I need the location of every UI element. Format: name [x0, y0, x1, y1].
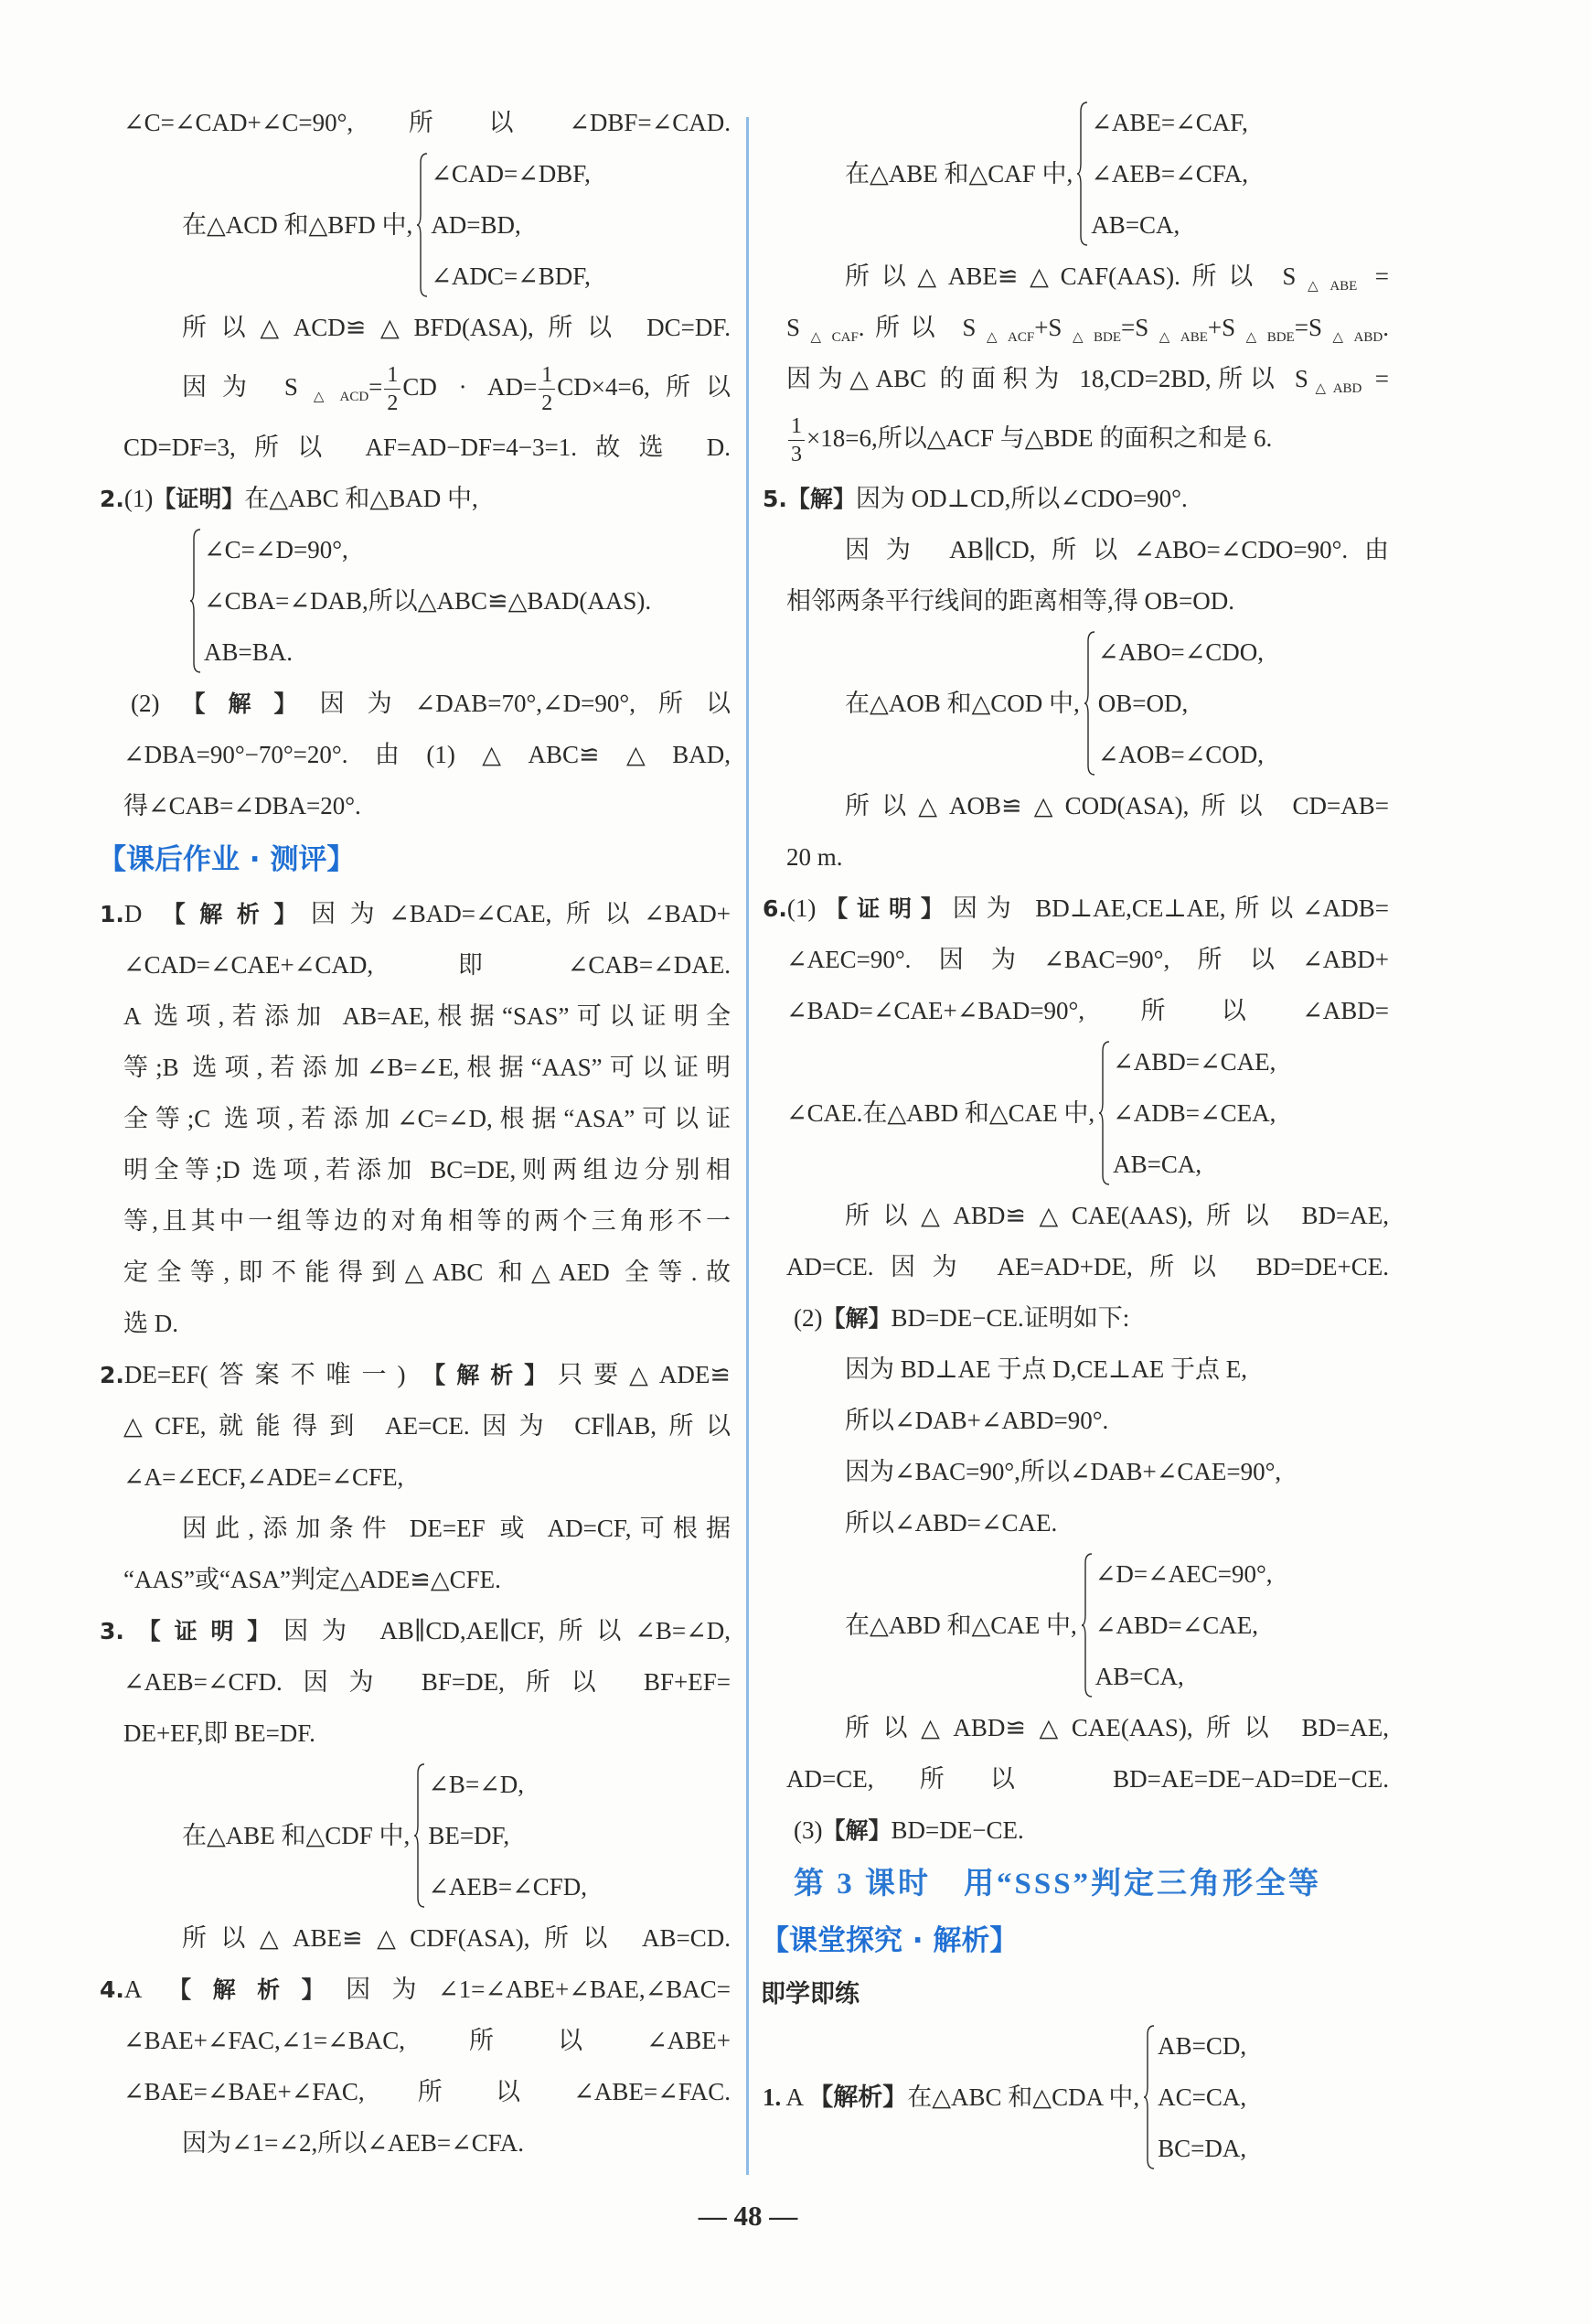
text-run: ∠BAD=∠CAE+∠BAD=90°,所以∠ABD= — [786, 997, 1389, 1024]
text-line — [123, 1298, 731, 1349]
text-run: 所以∠DAB+∠ABD=90°. — [845, 1407, 1109, 1434]
bold-label: 6. — [763, 895, 787, 922]
text-line — [123, 1195, 731, 1247]
text-run: AD=CE.因为 AE=AD+DE,所以 BD=DE+CE. — [786, 1253, 1389, 1280]
system-rows — [428, 1759, 587, 1912]
numerator: 1 — [788, 412, 805, 441]
denominator: 2 — [387, 391, 399, 416]
text-run: S — [786, 314, 801, 341]
fraction — [384, 361, 400, 417]
text-run: 所以△ABD≌△CAE(AAS),所以 BD=AE, — [845, 1202, 1389, 1229]
text-run: 选 D. — [123, 1310, 178, 1337]
system-row: AB=CA, — [1091, 211, 1180, 239]
text-run: = — [368, 373, 383, 401]
bold-label: 【解】 — [786, 486, 856, 512]
system-row: ∠ABD=∠CAE, — [1094, 1612, 1259, 1639]
text-line — [786, 780, 1389, 831]
equation-system — [123, 148, 731, 302]
text-run: 所以△AOB≌△COD(ASA),所以 CD=AB= — [845, 792, 1389, 819]
text-line — [786, 1395, 1389, 1446]
left-brace-icon — [189, 528, 202, 674]
system-row: ∠ABO=∠CDO, — [1097, 638, 1265, 666]
text-run: A — [123, 1976, 169, 2003]
system-row: AB=CA, — [1094, 1663, 1184, 1690]
text-run: = — [1357, 262, 1389, 290]
left-brace-icon — [416, 152, 429, 298]
text-run: 得∠CAB=∠DBA=20°. — [123, 792, 361, 819]
system-row: AB=CA, — [1113, 1151, 1202, 1178]
text-line — [123, 1503, 731, 1554]
system-lead — [182, 1810, 410, 1861]
text-run: 即学即练 — [761, 1980, 860, 2008]
text-run: +S — [1207, 314, 1236, 341]
text-line — [123, 678, 731, 729]
bold-label: 【证明】 — [123, 1618, 284, 1644]
section-heading — [98, 831, 731, 888]
left-brace-icon — [1143, 2024, 1156, 2170]
subscript: △CAF — [800, 330, 859, 345]
system-row: AC=CA, — [1158, 2083, 1247, 2111]
system-row: ∠ABD=∠CAE, — [1113, 1048, 1276, 1076]
text-run: D — [123, 900, 163, 927]
system-rows — [1098, 627, 1264, 780]
text-run: ∠AEB=∠CFD.因为 BF=DE,所以 BF+EF= — [123, 1668, 731, 1696]
system-rows — [431, 148, 591, 302]
bold-label: 【证明】 — [816, 895, 953, 922]
lesson-title — [786, 1856, 1389, 1912]
text-line — [786, 1292, 1389, 1344]
text-line — [123, 1708, 731, 1759]
text-run: 所以△ABD≌△CAE(AAS),所以 BD=AE, — [845, 1714, 1389, 1741]
left-brace-icon — [1084, 630, 1096, 776]
text-line — [763, 883, 1389, 934]
text-run: ∠BAE=∠BAE+∠FAC,所以∠ABE=∠FAC. — [123, 2078, 731, 2105]
subscript: △BDE — [1235, 330, 1295, 345]
text-line — [786, 1497, 1389, 1548]
text-line — [123, 1656, 731, 1708]
equation-system — [123, 1759, 731, 1912]
text-line — [123, 1554, 731, 1605]
left-brace-icon — [1076, 101, 1089, 247]
text-line — [786, 1344, 1389, 1395]
system-row: ∠C=∠D=90°, — [204, 536, 348, 563]
text-run: ∠CAE.在△ABD 和△CAE 中, — [786, 1099, 1095, 1127]
text-line — [786, 575, 1389, 627]
system-lead — [845, 1600, 1077, 1651]
page-number: — 48 — — [698, 2200, 798, 2232]
text-run: 等,且其中一组等边的对角相等的两个三角形不一 — [123, 1207, 731, 1235]
right-column — [761, 97, 1389, 2174]
bold-label: 1. — [100, 901, 124, 927]
text-run: =S — [1121, 314, 1149, 341]
text-line — [786, 985, 1389, 1036]
bold-label: 4. — [100, 1976, 124, 2003]
system-rows — [1158, 2020, 1246, 2174]
text-line — [786, 251, 1389, 302]
bold-label: 3. — [100, 1618, 124, 1644]
left-brace-icon — [413, 1762, 426, 1909]
subscript: △ACD — [297, 390, 369, 404]
text-line — [786, 934, 1389, 985]
text-run: DE+EF,即 BE=DF. — [123, 1719, 315, 1747]
text-line — [786, 302, 1389, 353]
text-line — [786, 1241, 1389, 1292]
system-lead — [182, 199, 412, 251]
text-run: 所以∠ABD=∠CAE. — [845, 1509, 1058, 1537]
bold-label: 2. — [100, 1362, 124, 1388]
text-run: “AAS”或“ASA”判定△ADE≌△CFE. — [123, 1566, 501, 1593]
text-run: △CFE,就能得到 AE=CE.因为 CF∥AB,所以 — [123, 1412, 731, 1440]
text-run: 因此,添加条件 DE=EF 或 AD=CF,可根据 — [182, 1515, 731, 1542]
text-line — [100, 1605, 731, 1656]
text-run: ∠A=∠ECF,∠ADE=∠CFE, — [123, 1463, 404, 1491]
equation-system — [786, 97, 1389, 251]
text-line — [786, 1805, 1389, 1856]
equation-system — [786, 627, 1389, 780]
text-line — [123, 2066, 731, 2117]
left-column — [98, 97, 731, 2169]
system-row: BE=DF, — [428, 1822, 510, 1849]
system-row: AB=BA. — [204, 638, 293, 666]
text-run: (1) — [123, 485, 154, 512]
text-run: 因为 BD⊥AE 于点 D,CE⊥AE 于点 E, — [845, 1355, 1248, 1383]
text-line — [123, 1400, 731, 1451]
text-line — [123, 97, 731, 148]
text-line — [123, 422, 731, 473]
text-run: 所以△ACD≌△BFD(ASA),所以 DC=DF. — [182, 314, 731, 341]
text-run: ∠C=∠CAD+∠C=90°,所以∠DBF=∠CAD. — [123, 109, 731, 136]
text-run: (2) — [131, 690, 160, 717]
text-run: A — [781, 2083, 809, 2111]
text-line — [123, 302, 731, 353]
text-run: ∠BAE+∠FAC,∠1=∠BAC,所以∠ABE+ — [123, 2027, 731, 2054]
text-line — [123, 353, 731, 422]
text-run: =S — [1294, 314, 1322, 341]
equation-system — [786, 1548, 1389, 1702]
text-run: 因为△ABC 的面积为 18,CD=2BD,所以 S — [786, 365, 1308, 392]
system-lead — [786, 1087, 1094, 1139]
text-line — [123, 2117, 731, 2169]
subscript: △ABE — [1296, 279, 1358, 294]
bold-label: 【解析】 — [162, 901, 312, 927]
text-run: 在△ACD 和△BFD 中, — [182, 211, 413, 239]
left-brace-icon — [1098, 1040, 1111, 1186]
text-line — [786, 1446, 1389, 1497]
text-run: ×18=6,所以△ACF 与△BDE 的面积之和是 6. — [806, 424, 1273, 452]
text-run: CD=DF=3,所以 AF=AD−DF=4−3=1.故选 D. — [123, 434, 731, 461]
bold-label: 【证明】 — [153, 486, 245, 512]
text-run: 因为 AB∥CD,所以∠ABO=∠CDO=90°.由 — [845, 536, 1389, 563]
text-line — [786, 524, 1389, 575]
system-lead — [845, 148, 1073, 199]
text-run: 【课堂探究 · 解析】 — [761, 1924, 1019, 1957]
system-row: ∠AEB=∠CFA, — [1091, 160, 1249, 187]
text-run: . — [1383, 314, 1389, 341]
text-run: BD=DE−CE.证明如下: — [891, 1304, 1130, 1332]
text-run: (1) — [786, 894, 817, 922]
numerator: 1 — [384, 361, 400, 390]
text-line — [786, 1753, 1389, 1805]
text-run: 因为 OD⊥CD,所以∠CDO=90°. — [855, 485, 1188, 512]
text-run: 20 m. — [786, 843, 843, 871]
equation-system — [123, 524, 731, 678]
subscript: △ABE — [1148, 330, 1208, 345]
text-run: 在△ABE 和△CDF 中, — [182, 1822, 411, 1849]
system-row: ∠ABE=∠CAF, — [1091, 109, 1248, 136]
denominator: 3 — [791, 443, 802, 467]
bold-label: 【解】 — [159, 691, 320, 717]
subscript: △ABD — [1321, 330, 1383, 345]
text-run: 所以△ABE≌△CDF(ASA),所以 AB=CD. — [182, 1924, 731, 1952]
subscript: △ABD — [1308, 381, 1362, 396]
text-run: (2) — [794, 1304, 823, 1332]
bold-label: 【解】 — [822, 1817, 892, 1844]
text-run: 因为 BD⊥AE,CE⊥AE,所以∠ADB= — [952, 894, 1389, 922]
system-row: OB=OD, — [1097, 690, 1189, 717]
text-run: A 选项,若添加 AB=AE,根据“SAS”可以证明全 — [123, 1002, 731, 1030]
system-row: AB=CD, — [1158, 2032, 1247, 2060]
bold-label: 【解析】 — [168, 1976, 347, 2003]
text-run: 因为∠1=∠2,所以∠AEB=∠CFA. — [182, 2129, 524, 2157]
system-lead — [763, 2072, 1139, 2123]
text-run: 因为∠DAB=70°,∠D=90°,所以 — [319, 690, 731, 717]
system-row: ∠AOB=∠COD, — [1097, 741, 1265, 768]
text-run: DE=EF(答案不唯一) — [123, 1361, 423, 1388]
text-run: 所以△ABE≌△CAF(AAS).所以 S — [845, 262, 1297, 290]
text-run: 因为∠BAC=90°,所以∠DAB+∠CAE=90°, — [845, 1458, 1282, 1485]
text-run: ∠CAD=∠CAE+∠CAD,即∠CAB=∠DAE. — [123, 951, 731, 979]
text-run: ∠DBA=90°−70°=20°.由(1)△ABC≌△BAD, — [123, 741, 731, 768]
left-brace-icon — [1081, 1552, 1094, 1698]
text-run: 因为∠1=∠ABE+∠BAE,∠BAC= — [346, 1976, 731, 2003]
text-run: +S — [1034, 314, 1062, 341]
text-run: 明全等;D 选项,若添加 BC=DE,则两组边分别相 — [123, 1156, 731, 1183]
denominator: 2 — [541, 391, 553, 416]
text-run: 【课后作业 · 测评】 — [98, 843, 356, 876]
system-row: ∠CAD=∠DBF, — [431, 160, 591, 187]
system-rows — [1095, 1548, 1273, 1702]
system-row: AD=BD, — [431, 211, 521, 239]
text-run: 在△ABE 和△CAF 中, — [845, 160, 1073, 187]
numerator: 1 — [539, 361, 555, 390]
text-run: .所以 S — [858, 314, 977, 341]
bold-label: 1. — [763, 2083, 782, 2111]
text-run: 因为 AB∥CD,AE∥CF,所以∠B=∠D, — [283, 1617, 731, 1644]
system-row: ∠D=∠AEC=90°, — [1094, 1560, 1273, 1588]
text-line — [100, 473, 731, 524]
text-line — [786, 404, 1389, 473]
text-line — [123, 1247, 731, 1298]
section-heading — [761, 1912, 1389, 1969]
system-row: BC=DA, — [1158, 2135, 1247, 2162]
column-divider — [746, 117, 749, 2175]
text-line — [123, 780, 731, 831]
text-run: 因为∠BAD=∠CAE,所以∠BAD+ — [311, 900, 731, 927]
bold-label: 【解析】 — [808, 2083, 908, 2111]
subscript: △ACF — [976, 330, 1035, 345]
text-run: 在△ABC 和△CDA 中, — [907, 2083, 1140, 2111]
system-row: ∠AEB=∠CFD, — [428, 1873, 588, 1901]
bold-label: 2. — [100, 486, 124, 512]
text-line — [786, 1702, 1389, 1753]
fraction — [788, 412, 805, 468]
bold-label: 5. — [763, 486, 787, 512]
text-line — [123, 1042, 731, 1093]
subsection-heading — [761, 1969, 1389, 2020]
text-line — [123, 1912, 731, 1964]
text-run: 等;B 选项,若添加∠B=∠E,根据“AAS”可以证明 — [123, 1054, 731, 1081]
text-line — [123, 2015, 731, 2066]
bold-label: 【解】 — [822, 1305, 892, 1332]
text-run: (3) — [794, 1816, 823, 1844]
text-line — [100, 1964, 731, 2015]
text-run: 第 3 课时 用“SSS”判定三角形全等 — [794, 1868, 1322, 1901]
system-lead — [845, 678, 1080, 729]
text-line — [763, 473, 1389, 524]
text-run: AD=CE,所以 BD=AE=DE−AD=DE−CE. — [786, 1765, 1389, 1793]
system-rows — [204, 524, 651, 678]
text-line — [123, 729, 731, 780]
system-row: ∠ADC=∠BDF, — [431, 262, 591, 290]
text-run: 在△ABC 和△BAD 中, — [244, 485, 478, 512]
system-row: ∠ADB=∠CEA, — [1113, 1099, 1276, 1127]
text-run: 在△ABD 和△CAE 中, — [845, 1612, 1077, 1639]
fraction — [539, 361, 555, 417]
bold-label: 【解析】 — [422, 1362, 559, 1388]
text-run: 因为 S — [182, 373, 298, 401]
text-run: 在△AOB 和△COD 中, — [845, 690, 1080, 717]
text-line — [123, 939, 731, 991]
system-rows — [1091, 97, 1248, 251]
text-line — [123, 1451, 731, 1503]
text-run: 只要△ADE≌ — [558, 1361, 731, 1388]
text-run: CD · AD= — [402, 373, 538, 401]
text-line — [100, 1349, 731, 1400]
text-run: 相邻两条平行线间的距离相等,得 OB=OD. — [786, 587, 1234, 615]
text-line — [100, 888, 731, 939]
text-line — [123, 991, 731, 1042]
text-run: 全等;C 选项,若添加∠C=∠D,根据“ASA”可以证 — [123, 1105, 731, 1132]
text-run: CD×4=6,所以 — [557, 373, 731, 401]
text-line — [786, 1190, 1389, 1241]
text-line — [786, 831, 1389, 883]
text-run: ∠AEC=90°.因为∠BAC=90°,所以∠ABD+ — [786, 946, 1389, 973]
system-row: ∠CBA=∠DAB,所以△ABC≌△BAD(AAS). — [204, 587, 652, 615]
equation-system — [763, 2020, 1389, 2174]
system-row: ∠B=∠D, — [428, 1771, 525, 1798]
text-line — [123, 1144, 731, 1195]
subscript: △BDE — [1062, 330, 1122, 345]
system-rows — [1113, 1036, 1276, 1190]
text-run: = — [1361, 365, 1389, 392]
text-run: BD=DE−CE. — [891, 1816, 1024, 1844]
text-run: 定全等,即不能得到△ABC 和△AED 全等.故 — [123, 1258, 731, 1286]
text-line — [123, 1093, 731, 1144]
text-line — [786, 353, 1389, 404]
equation-system — [786, 1036, 1389, 1190]
